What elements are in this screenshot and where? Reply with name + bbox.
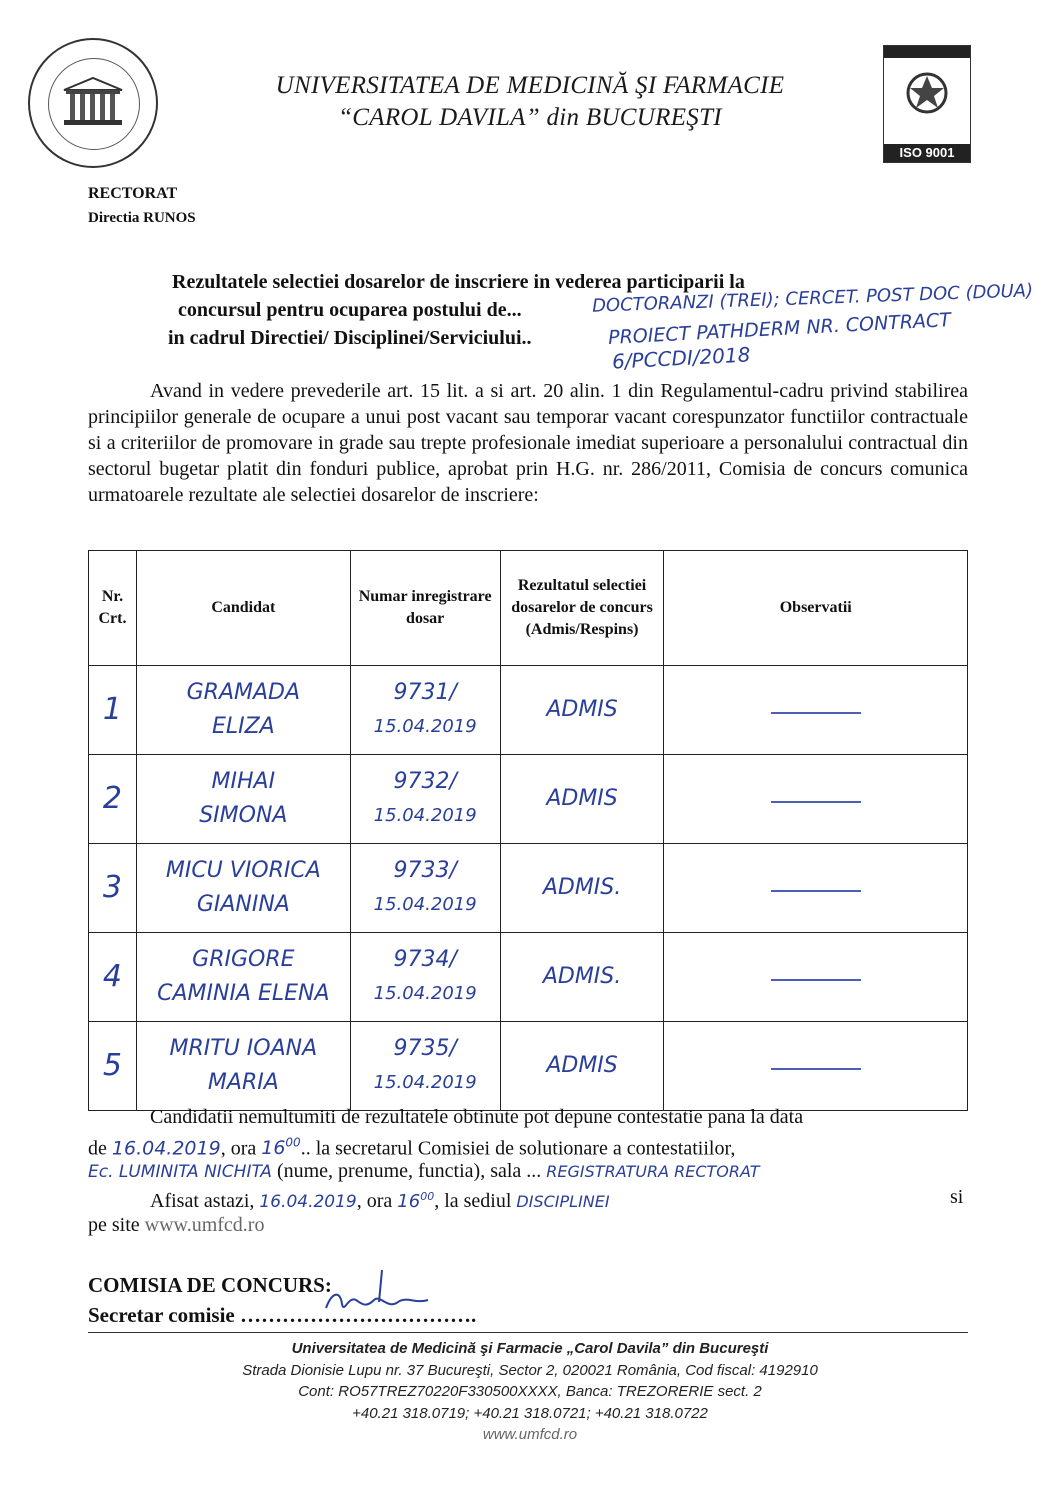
candidate-name-line2: CAMINIA ELENA bbox=[157, 981, 330, 1006]
row-candidate bbox=[136, 755, 350, 844]
row-result: ADMIS bbox=[500, 666, 664, 755]
file-number: 9731/ bbox=[393, 680, 457, 705]
contest-rest2: (nume, prenume, functia), sala bbox=[276, 1160, 522, 1182]
header-candidat: Candidat bbox=[136, 551, 350, 666]
directia-label: Directia RUNOS bbox=[88, 210, 196, 226]
project-handwritten: PROIECT PATHDERM NR. CONTRACT bbox=[607, 309, 952, 349]
observation-dash bbox=[771, 712, 861, 714]
rectorat-label: RECTORAT bbox=[88, 185, 178, 202]
secretar-comisie: Secretar comisie ……………………………. bbox=[88, 1303, 477, 1327]
si-label: si bbox=[950, 1186, 964, 1208]
observation-dash bbox=[771, 801, 861, 803]
de-label: de bbox=[88, 1137, 107, 1160]
ora-label: , ora bbox=[220, 1137, 257, 1160]
results-table bbox=[88, 550, 968, 1111]
file-number: 9734/ bbox=[393, 947, 457, 972]
file-number: 9732/ bbox=[393, 769, 457, 794]
university-seal bbox=[28, 38, 158, 168]
row-file-number bbox=[350, 844, 500, 933]
site-link[interactable]: www.umfcd.ro bbox=[144, 1214, 265, 1236]
observation-dash bbox=[771, 890, 861, 892]
footer-website[interactable]: www.umfcd.ro bbox=[482, 1426, 578, 1443]
file-date: 15.04.2019 bbox=[373, 983, 477, 1004]
observation-dash bbox=[771, 1068, 861, 1070]
table-row bbox=[89, 933, 968, 1022]
observation-dash bbox=[771, 979, 861, 981]
regulation-paragraph: Avand in vedere prevederile art. 15 lit. a si art. 20 alin. 1 din Regulamentul-cadru privind stabilirea principiilor generale de ocupare a unui post vacant sau temporar vacant corespunzator functiilor contractuale si a criteriilor de promovare in grade sau trepte profesionale imediat superioare a personalului contractual din sectorul bugetar platit din fonduri publice, aprobat prin H.G. nr. 286/2011, Comisia de concurs comunica urmatoarele rezultate ale selectiei dosarelor de inscriere: bbox=[88, 380, 968, 506]
row-file-number bbox=[350, 933, 500, 1022]
title-line2-prefix: concursul pentru ocuparea postului de bbox=[178, 299, 507, 321]
certind-logo-icon bbox=[904, 70, 950, 116]
header-observatii: Observatii bbox=[664, 551, 968, 666]
header-numar: Numar inregistrare dosar bbox=[350, 551, 500, 666]
candidate-name-line1: MRITU IOANA bbox=[169, 1036, 318, 1061]
comisie-title: COMISIA DE CONCURS: bbox=[88, 1273, 332, 1297]
university-title-line2: “CAROL DAVILA” din BUCUREŞTI bbox=[338, 104, 722, 131]
contest-rest1: .. la secretarul Comisiei de solutionare a contestatiilor, bbox=[300, 1137, 736, 1160]
afisat-line bbox=[150, 1184, 610, 1215]
university-title-line1: UNIVERSITATEA DE MEDICINĂ ŞI FARMACIE bbox=[275, 72, 785, 99]
file-date: 15.04.2019 bbox=[373, 894, 477, 915]
title-line3 bbox=[168, 324, 532, 352]
row-result: ADMIS. bbox=[500, 844, 664, 933]
table-row bbox=[89, 666, 968, 755]
candidate-name-line2: GIANINA bbox=[196, 892, 290, 917]
afisat-ora-label: , ora bbox=[356, 1190, 393, 1212]
footer-phones: +40.21 318.0719; +40.21 318.0721; +40.21 318.0722 bbox=[352, 1404, 708, 1422]
row-file-number bbox=[350, 755, 500, 844]
title-line3-prefix: in cadrul Directiei/ Disciplinei/Serviciului bbox=[168, 327, 522, 349]
table-row bbox=[89, 755, 968, 844]
sala-dots: ... bbox=[526, 1160, 542, 1182]
iso-label: ISO 9001 bbox=[884, 144, 970, 162]
afisat-hour-minutes: 00 bbox=[420, 1190, 435, 1203]
row-nr: 1 bbox=[89, 666, 137, 755]
post-handwritten: DOCTORANZI (TREI); CERCET. POST DOC (DOUA) bbox=[591, 280, 1034, 317]
contestatii-line3 bbox=[88, 1158, 760, 1185]
row-observations bbox=[664, 755, 968, 844]
candidate-name-line1: MICU VIORICA bbox=[165, 858, 321, 883]
footer bbox=[100, 1338, 960, 1446]
contest-hour-handwritten bbox=[261, 1137, 300, 1159]
sediu-label: , la sediul bbox=[434, 1190, 512, 1212]
title-line1: Rezultatele selectiei dosarelor de inscriere in vederea participarii la bbox=[172, 271, 745, 293]
candidate-name-line2: ELIZA bbox=[211, 714, 275, 739]
row-file-number bbox=[350, 1022, 500, 1111]
row-file-number bbox=[350, 666, 500, 755]
title-line2 bbox=[178, 296, 522, 324]
file-number: 9735/ bbox=[393, 1036, 457, 1061]
candidate-name-line1: GRAMADA bbox=[186, 680, 301, 705]
table-row bbox=[89, 1022, 968, 1111]
candidate-name-line1: MIHAI bbox=[211, 769, 276, 794]
afisat-label: Afisat astazi, bbox=[150, 1190, 255, 1212]
contract-handwritten: 6/PCCDI/2018 bbox=[611, 342, 751, 374]
contest-hour-value: 16 bbox=[261, 1137, 286, 1160]
row-observations bbox=[664, 933, 968, 1022]
row-nr: 4 bbox=[89, 933, 137, 1022]
footer-line1: Universitatea de Medicină şi Farmacie „Carol Davila” din Bucureşti bbox=[291, 1340, 769, 1357]
footer-divider bbox=[88, 1332, 968, 1333]
row-nr: 5 bbox=[89, 1022, 137, 1111]
contestatii-line1: Candidatii nemultumiti de rezultatele obtinute pot depune contestatie pana la data bbox=[150, 1106, 804, 1128]
afisat-date-handwritten: 16.04.2019 bbox=[259, 1192, 357, 1212]
file-number: 9733/ bbox=[393, 858, 457, 883]
table-row bbox=[89, 844, 968, 933]
row-nr: 3 bbox=[89, 844, 137, 933]
contestatii-line2 bbox=[88, 1130, 735, 1161]
table-header-row bbox=[89, 551, 968, 666]
footer-bank: Cont: RO57TREZ70220F330500XXXX, Banca: TREZORERIE sect. 2 bbox=[298, 1383, 762, 1400]
header-rezultat: Rezultatul selectiei dosarelor de concurs (Admis/Respins) bbox=[500, 551, 664, 666]
contest-hour-minutes: 00 bbox=[285, 1136, 301, 1150]
row-candidate bbox=[136, 844, 350, 933]
site-label: pe site bbox=[88, 1214, 140, 1236]
afisat-hour-handwritten bbox=[397, 1191, 434, 1212]
row-candidate bbox=[136, 1022, 350, 1111]
signature-mark bbox=[374, 1268, 388, 1304]
building-icon bbox=[60, 76, 126, 128]
row-observations bbox=[664, 844, 968, 933]
row-observations bbox=[664, 666, 968, 755]
sediu-handwritten: DISCIPLINEI bbox=[516, 1192, 610, 1211]
footer-address: Strada Dionisie Lupu nr. 37 Bucureşti, Sector 2, 020021 România, Cod fiscal: 4192910 bbox=[242, 1361, 818, 1379]
candidate-name-line1: GRIGORE bbox=[192, 947, 295, 972]
title-line3-dots: .. bbox=[521, 327, 532, 349]
row-result: ADMIS bbox=[500, 1022, 664, 1111]
file-date: 15.04.2019 bbox=[373, 805, 477, 826]
file-date: 15.04.2019 bbox=[373, 716, 477, 737]
file-date: 15.04.2019 bbox=[373, 1072, 477, 1093]
row-candidate bbox=[136, 666, 350, 755]
title-line2-dots: ... bbox=[506, 299, 522, 321]
afisat-hour-value: 16 bbox=[397, 1191, 421, 1212]
university-title bbox=[170, 70, 890, 134]
iso-certification-badge bbox=[883, 45, 971, 163]
row-result: ADMIS. bbox=[500, 933, 664, 1022]
row-observations bbox=[664, 1022, 968, 1111]
site-line bbox=[88, 1212, 264, 1238]
row-candidate bbox=[136, 933, 350, 1022]
sala-handwritten: REGISTRATURA RECTORAT bbox=[546, 1162, 760, 1181]
row-nr: 2 bbox=[89, 755, 137, 844]
header-nr: Nr. Crt. bbox=[89, 551, 137, 666]
contest-date-handwritten: 16.04.2019 bbox=[111, 1137, 221, 1160]
row-result: ADMIS bbox=[500, 755, 664, 844]
candidate-name-line2: SIMONA bbox=[199, 803, 288, 828]
secretar-handwritten: Ec. LUMINITA NICHITA bbox=[88, 1162, 272, 1182]
candidate-name-line2: MARIA bbox=[207, 1070, 279, 1095]
